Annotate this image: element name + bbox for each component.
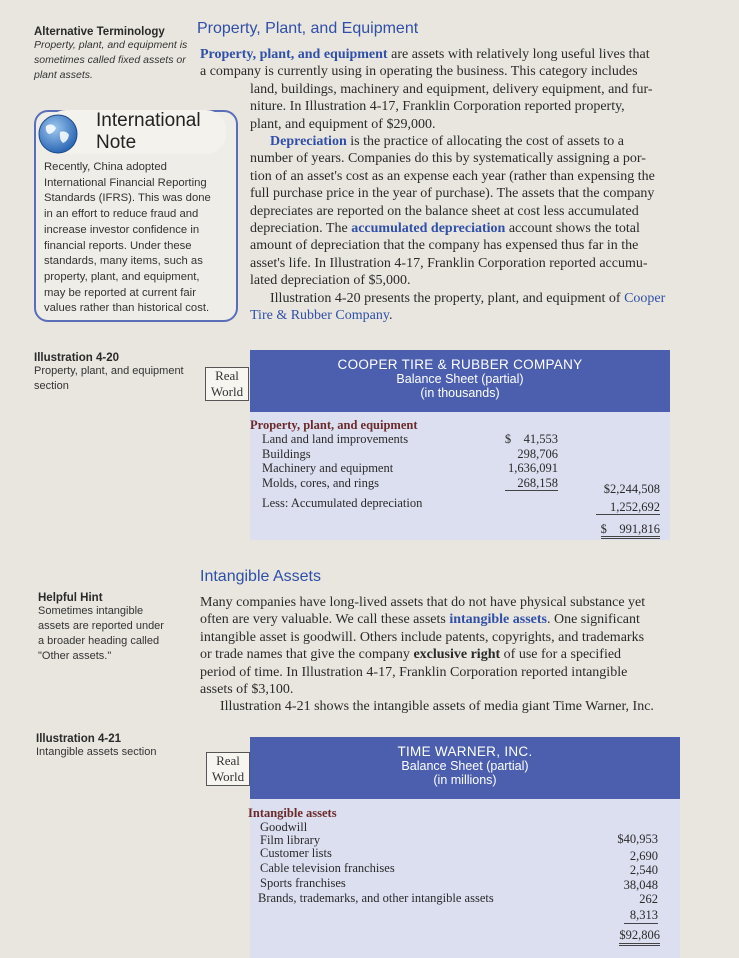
timewarner-table bbox=[248, 806, 678, 943]
row-label: Molds, cores, and rings bbox=[262, 475, 379, 490]
illus-ref-pre: Illustration 4-20 presents the property, plant, and equipment of bbox=[270, 290, 625, 306]
dep-line: full purchase price in the year of purchase). The assets that the company bbox=[250, 186, 655, 202]
international-note-banner bbox=[46, 110, 226, 154]
illus-ref-line2 bbox=[250, 307, 708, 324]
ppe-line-rest: are assets with relatively long useful lives that bbox=[387, 47, 650, 62]
intl-line: in an effort to reduce fraud and bbox=[44, 208, 199, 221]
int-line: Many companies have long-lived assets that do not have physical substance yet bbox=[200, 595, 646, 610]
intl-line: values rather than historical cost. bbox=[44, 302, 210, 315]
real-world-badge-world: World bbox=[210, 384, 244, 399]
row-value: 298,706 bbox=[517, 446, 558, 461]
international-note-box bbox=[34, 110, 238, 322]
ppe-line: niture. In Illustration 4-17, Franklin Corporation reported property, bbox=[250, 99, 625, 115]
real-world-badge bbox=[206, 752, 250, 786]
dep-line: tion of an asset's cost as an expense each year (rather than expensing the bbox=[250, 168, 655, 184]
dep5-pre: depreciation. The bbox=[250, 221, 352, 237]
row-value: 2,690 bbox=[629, 849, 658, 864]
illustration-4-20-line: section bbox=[34, 380, 69, 392]
intl-line: Recently, China adopted bbox=[44, 161, 167, 173]
helpful-hint-line: Sometimes intangible bbox=[38, 605, 144, 617]
international-note-body bbox=[44, 160, 234, 317]
depreciation-term: Depreciation bbox=[270, 134, 347, 149]
dep-line: lated depreciation of $5,000. bbox=[250, 273, 411, 289]
table-row bbox=[250, 512, 670, 536]
intl-line: property, plant, and equipment, bbox=[44, 270, 200, 283]
row-value: $40,953 bbox=[617, 832, 658, 847]
illustration-4-21-caption bbox=[36, 733, 196, 760]
timewarner-section-title: Intangible assets bbox=[248, 806, 337, 820]
ppe-total-value: $2,244,508 bbox=[603, 481, 660, 496]
dep-line: asset's life. In Illustration 4-17, Franklin Corporation reported accumu- bbox=[250, 255, 648, 271]
dep-line: depreciates are reported on the balance sheet at cost less accumulated bbox=[250, 203, 639, 219]
real-world-badge-real: Real bbox=[215, 368, 239, 383]
illustration-4-20-line: Property, plant, and equipment bbox=[34, 365, 184, 377]
intl-line: Standards (IFRS). This was done bbox=[44, 192, 211, 205]
cooper-panel-header bbox=[250, 350, 670, 412]
int-l4-pre: or trade names that give the company bbox=[200, 647, 414, 663]
int-line: assets of $3,100. bbox=[200, 682, 294, 698]
cooper-link: Cooper bbox=[624, 290, 666, 306]
helpful-hint-heading: Helpful Hint bbox=[38, 592, 103, 604]
helpful-hint-line: "Other assets." bbox=[38, 650, 112, 662]
net-ppe-value: $ 991,816 bbox=[601, 522, 660, 539]
real-world-badge-real: Real bbox=[216, 753, 240, 768]
intl-line: standards, many items, such as bbox=[44, 255, 203, 268]
dep5-rest: account shows the total bbox=[505, 221, 640, 237]
timewarner-title: TIME WARNER, INC. bbox=[397, 744, 533, 759]
int-line bbox=[200, 611, 708, 628]
ppe-line: land, buildings, machinery and equipment, delivery equipment, and fur- bbox=[250, 81, 653, 97]
int-l2-rest: . One significant bbox=[546, 612, 640, 628]
illustration-4-21-line: Intangible assets section bbox=[36, 746, 157, 758]
cooper-title: COOPER TIRE & RUBBER COMPANY bbox=[337, 357, 583, 372]
table-row bbox=[250, 461, 670, 475]
row-label: Land and land improvements bbox=[262, 432, 409, 447]
helpful-hint-note bbox=[38, 592, 188, 664]
accum-dep-value: 1,252,692 bbox=[596, 500, 660, 515]
alt-terminology-line: Property, plant, and equipment is bbox=[34, 39, 188, 51]
row-label: Machinery and equipment bbox=[262, 461, 394, 476]
row-value: $ 41,553 bbox=[504, 432, 558, 447]
real-world-badge bbox=[205, 367, 249, 401]
intl-line: increase investor confidence in bbox=[44, 223, 200, 236]
dep-line: number of years. Companies do this by systematically assigning a por- bbox=[250, 151, 646, 167]
table-row bbox=[250, 475, 670, 496]
table-row bbox=[250, 490, 670, 512]
cooper-section-title: Property, plant, and equipment bbox=[250, 418, 418, 432]
row-label: Customer lists bbox=[260, 846, 332, 861]
row-label: Goodwill bbox=[260, 820, 308, 835]
intl-line: may be reported at current fair bbox=[44, 286, 196, 299]
exclusive-right-term: exclusive right bbox=[413, 647, 501, 663]
cooper-table bbox=[250, 418, 670, 536]
ppe-line: plant, and equipment of $29,000. bbox=[250, 116, 436, 132]
globe-icon bbox=[36, 112, 80, 156]
row-label: Buildings bbox=[262, 446, 311, 461]
illustration-4-21-heading: Illustration 4-21 bbox=[36, 733, 121, 745]
alt-terminology-line: sometimes called fixed assets or bbox=[34, 54, 186, 66]
int-l2-pre: often are very valuable. We call these assets bbox=[200, 612, 450, 628]
alt-terminology-heading: Alternative Terminology bbox=[34, 26, 165, 38]
cooper-units: (in thousands) bbox=[420, 386, 500, 400]
accumulated-depreciation-term: accumulated depreciation bbox=[351, 221, 506, 237]
int-line bbox=[200, 646, 708, 663]
row-label: Cable television franchises bbox=[260, 861, 395, 876]
international-note-title bbox=[96, 110, 201, 154]
alt-terminology-note bbox=[34, 26, 194, 83]
row-value: 1,636,091 bbox=[508, 461, 558, 476]
depreciation-paragraph bbox=[250, 133, 708, 324]
table-row bbox=[248, 890, 678, 923]
int-line: Illustration 4-21 shows the intangible assets of media giant Time Warner, Inc. bbox=[220, 699, 654, 715]
intangible-heading: Intangible Assets bbox=[200, 568, 321, 585]
international-note-title-line1: International bbox=[96, 110, 201, 131]
intangible-assets-term: intangible assets bbox=[449, 612, 547, 628]
illustration-4-20-caption bbox=[34, 352, 199, 394]
alt-terminology-line: plant assets. bbox=[34, 69, 93, 81]
row-value: 8,313 bbox=[624, 908, 658, 923]
illustration-4-20-heading: Illustration 4-20 bbox=[34, 352, 119, 364]
helpful-hint-line: a broader heading called bbox=[38, 635, 160, 647]
table-row bbox=[250, 432, 670, 446]
intangible-paragraph bbox=[200, 594, 708, 716]
real-world-badge-world: World bbox=[211, 769, 245, 784]
intl-line: International Financial Reporting bbox=[44, 176, 207, 189]
timewarner-subtitle: Balance Sheet (partial) bbox=[401, 759, 529, 773]
row-value: 268,158 bbox=[505, 476, 558, 491]
row-label: Film library bbox=[260, 833, 321, 848]
ppe-line: a company is currently using in operating the business. This category includes bbox=[200, 64, 638, 80]
timewarner-units: (in millions) bbox=[433, 773, 497, 787]
helpful-hint-line: assets are reported under bbox=[38, 620, 164, 632]
illus-ref-line bbox=[250, 290, 708, 307]
dep-line-rest: is the practice of allocating the cost of assets to a bbox=[346, 134, 624, 149]
int-line: period of time. In Illustration 4-17, Franklin Corporation reported intangible bbox=[200, 664, 628, 680]
cooper-link-2: Tire & Rubber Company bbox=[250, 308, 389, 324]
international-note-title-line2: Note bbox=[96, 132, 137, 153]
illus-ref-end: . bbox=[388, 308, 393, 324]
dep-line: amount of depreciation that the company has expensed thus far in the bbox=[250, 238, 639, 254]
ppe-term: Property, plant, and equipment bbox=[200, 47, 388, 62]
row-label: Sports franchises bbox=[260, 876, 346, 891]
row-value: 38,048 bbox=[623, 878, 658, 893]
int-l4-rest: of use for a specified bbox=[500, 647, 622, 663]
dep-line bbox=[250, 220, 708, 237]
table-row bbox=[250, 447, 670, 461]
intl-line: financial reports. Under these bbox=[44, 239, 192, 252]
table-row bbox=[248, 904, 678, 943]
ppe-heading: Property, Plant, and Equipment bbox=[197, 20, 419, 37]
ppe-line bbox=[200, 46, 708, 63]
row-label: Brands, trademarks, and other intangible assets bbox=[258, 891, 494, 906]
row-value: 262 bbox=[639, 892, 658, 907]
dep-line bbox=[250, 133, 708, 150]
row-value: 2,540 bbox=[629, 863, 658, 878]
timewarner-panel-header bbox=[250, 737, 680, 799]
ppe-paragraph bbox=[200, 46, 708, 133]
cooper-subtitle: Balance Sheet (partial) bbox=[396, 372, 524, 386]
intangible-total-value: $92,806 bbox=[619, 928, 660, 945]
row-label: Less: Accumulated depreciation bbox=[262, 495, 423, 510]
int-line: intangible asset is goodwill. Others include patents, copyrights, and trademarks bbox=[200, 629, 645, 645]
